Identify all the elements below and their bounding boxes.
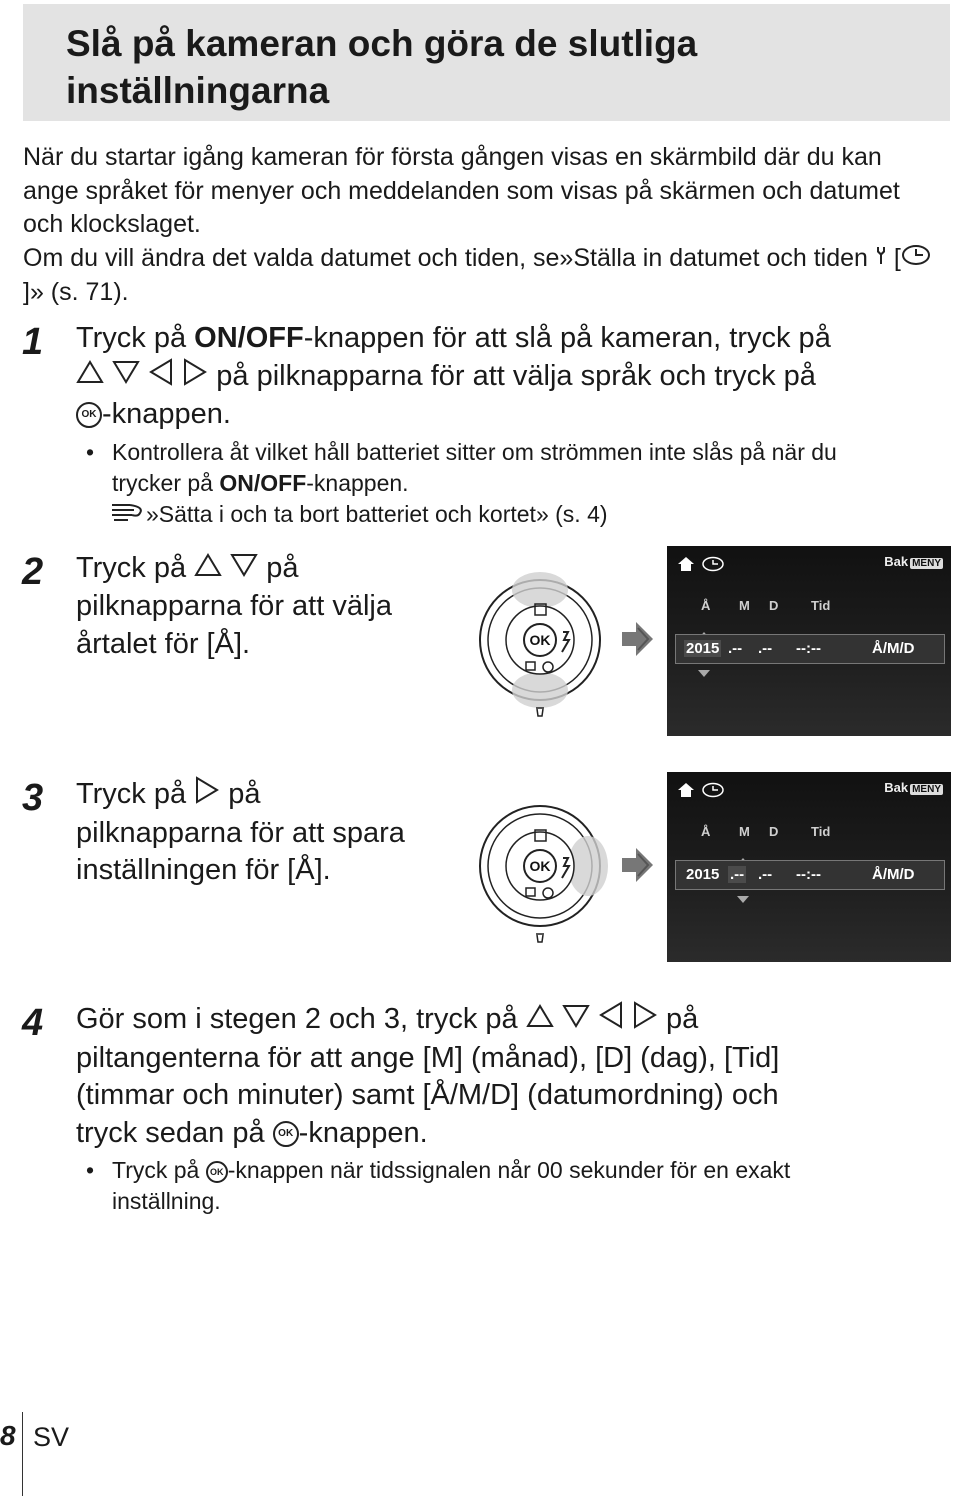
month-value: .-- [730,866,745,883]
footer-divider [22,1412,23,1496]
clock-icon [701,782,725,803]
arrow-pad-dial [478,566,608,723]
step-4-text: Gör som i stegen 2 och 3, tryck på på piltangenterna för att ange [M] (månad), [D] (dag), [Tid] (timmar och minuter) samt [Å/M/D] (datumordning) och tryck sedan på OK -knappen. [76,1003,780,1149]
date-value-bar [675,634,945,664]
col-day: D [769,824,779,839]
col-time: Tid [811,598,831,613]
down-caret-icon [737,890,749,908]
day-value: .-- [758,866,773,883]
date-order-value: Å/M/D [872,866,915,883]
menu-badge: MENY [912,784,941,795]
page-title: Slå på kameran och göra de slutliga inställningarna [66,23,698,111]
time-value: --:-- [796,866,821,883]
month-value: .-- [728,640,743,657]
back-label: Bak MENY [884,554,941,569]
reference-hand-icon [110,500,146,531]
back-label: Bak MENY [884,780,941,795]
ok-label: OK [529,632,551,648]
year-value: 2015 [686,640,720,657]
step-3-text: Tryck på på pilknapparna för att spara inställningen för [Å]. [76,778,405,887]
language-code: SV [33,1422,70,1452]
col-time: Tid [811,824,831,839]
right-arrow-pointer [622,846,654,889]
date-order-value: Å/M/D [872,640,915,657]
arrow-down-icon [230,551,258,589]
step-4-number: 4 [22,1002,44,1044]
arrow-left-icon [598,1001,624,1040]
arrow-up-icon [526,1002,554,1040]
arrow-up-icon [194,551,222,589]
col-year: Å [701,824,711,839]
ok-button-icon: OK [206,1161,228,1183]
arrow-right-icon [632,1001,658,1040]
intro [23,141,943,309]
intro-paragraph-1: När du startar igång kameran för första gången visas en skärmbild där du kan ange språket för menyer och meddelanden som visas på skärmen och datumet och klockslaget. [23,143,900,238]
arrow-left-icon [148,358,174,397]
arrow-right-icon [194,776,220,815]
col-month: M [739,824,750,839]
step-1-text: Tryck på ON/OFF-knappen för att slå på kameran, tryck på på pilknapparna för att välja språk och tryck på OK -knappen. [76,322,831,431]
home-icon [677,556,695,577]
step-3-number: 3 [22,777,44,819]
wrench-icon [875,242,887,276]
page-number: 8 [0,1420,16,1451]
arrow-down-icon [562,1002,590,1040]
year-value: 2015 [686,866,720,883]
step-2-text: Tryck på på pilknapparna för att välja årtalet för [Å]. [76,552,392,660]
col-day: D [769,598,779,613]
arrow-pad-dial-right [478,792,608,949]
step-1-number: 1 [22,321,44,363]
clock-icon [701,556,725,577]
day-value: .-- [758,640,773,657]
col-month: M [739,598,750,613]
on-off-button-label: ON/OFF [194,322,304,354]
col-year: Å [701,598,711,613]
arrow-right-icon [182,358,208,397]
arrow-down-icon [112,358,140,396]
step-2-number: 2 [22,551,44,593]
down-caret-icon [698,664,710,682]
time-value: --:-- [796,640,821,657]
date-setting-screen-month [667,772,951,962]
ok-label: OK [529,858,551,874]
home-icon [677,782,695,803]
date-setting-screen [667,546,951,736]
right-arrow-pointer [622,620,654,663]
ok-button-icon: OK [273,1121,299,1147]
date-value-bar [675,860,945,890]
intro-paragraph-2: Om du vill ändra det valda datumet och tiden, se»Ställa in datumet och tiden []» (s. 71). [23,242,943,310]
menu-badge: MENY [912,558,941,569]
clock-icon [901,242,931,276]
arrow-up-icon [76,358,104,396]
ok-button-icon: OK [76,402,102,428]
title-box [23,4,950,121]
